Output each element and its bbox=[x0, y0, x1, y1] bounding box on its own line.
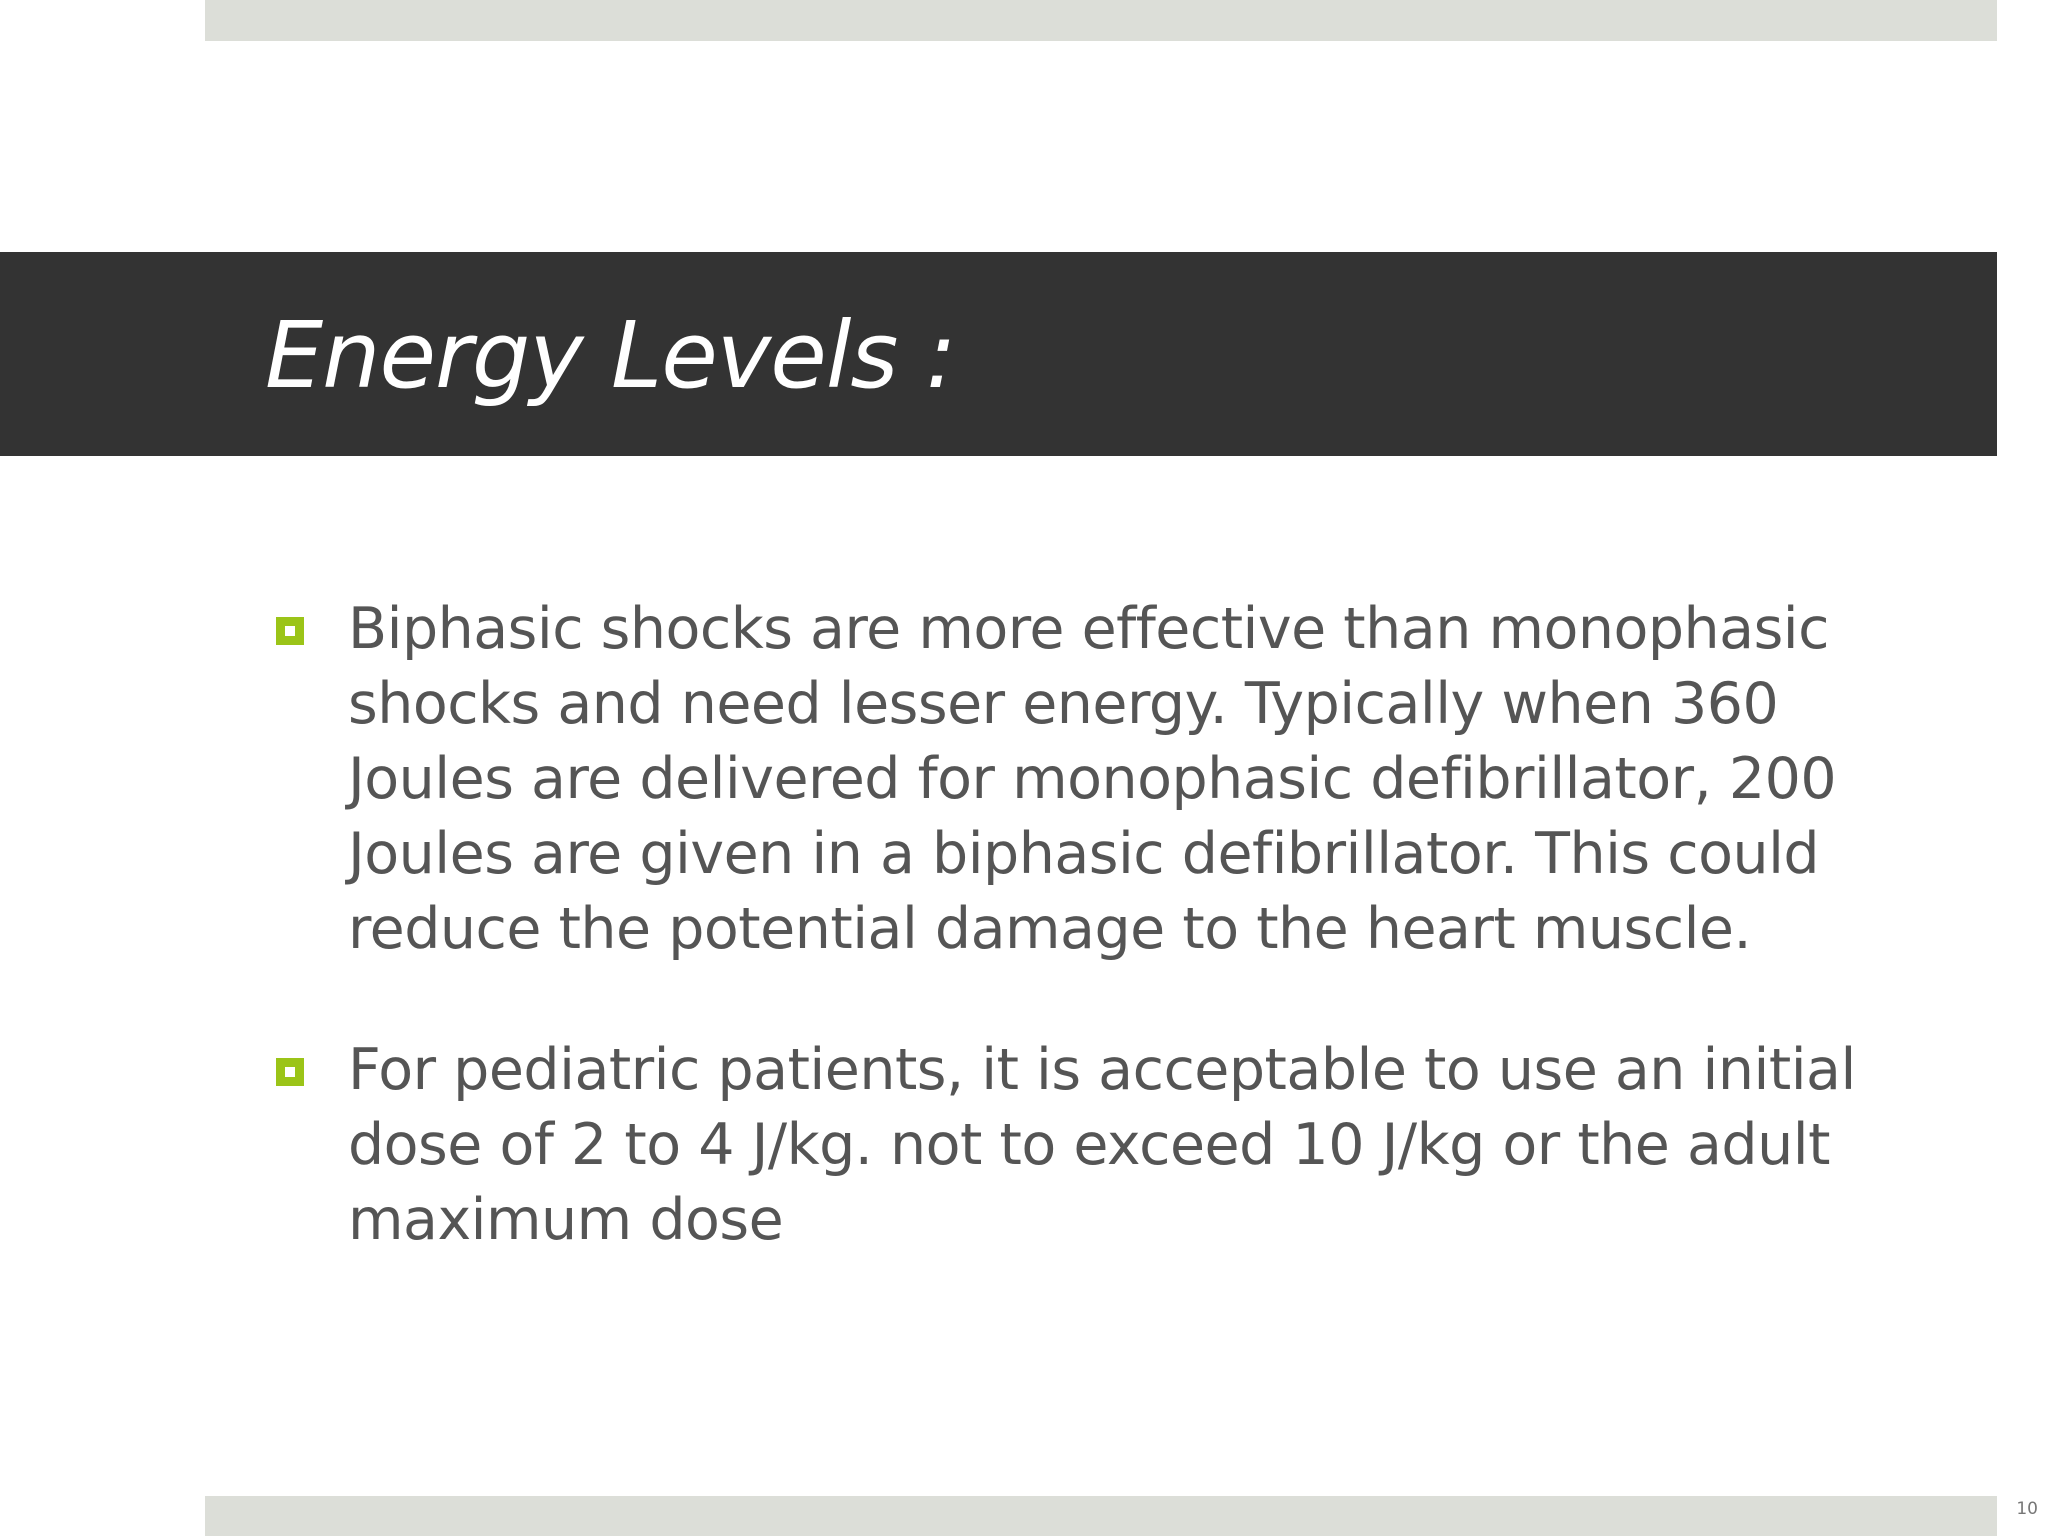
slide-title: Energy Levels : bbox=[265, 302, 956, 409]
square-bullet-icon bbox=[276, 617, 304, 645]
bullet-text: For pediatric patients, it is acceptable to use an initial dose of 2 to 4 J/kg. not to exceed 10 J/kg or the adult maximum dose bbox=[348, 1037, 1856, 1253]
slide-number: 10 bbox=[2016, 1499, 2038, 1519]
bullet-text: Biphasic shocks are more effective than monophasic shocks and need lesser energy. Typically when 360 Joules are delivered for monophasic defibrillator, 200 Joules are given in a biphasic defibrillator. This could reduce the potential damage to the heart muscle. bbox=[348, 596, 1837, 962]
bullet-item bbox=[275, 1033, 1955, 1258]
square-bullet-icon bbox=[276, 1058, 304, 1086]
bottom-decorative-bar bbox=[205, 1496, 1997, 1536]
bullet-list bbox=[275, 592, 1955, 1324]
bullet-item bbox=[275, 592, 1955, 967]
top-decorative-bar bbox=[205, 0, 1997, 41]
